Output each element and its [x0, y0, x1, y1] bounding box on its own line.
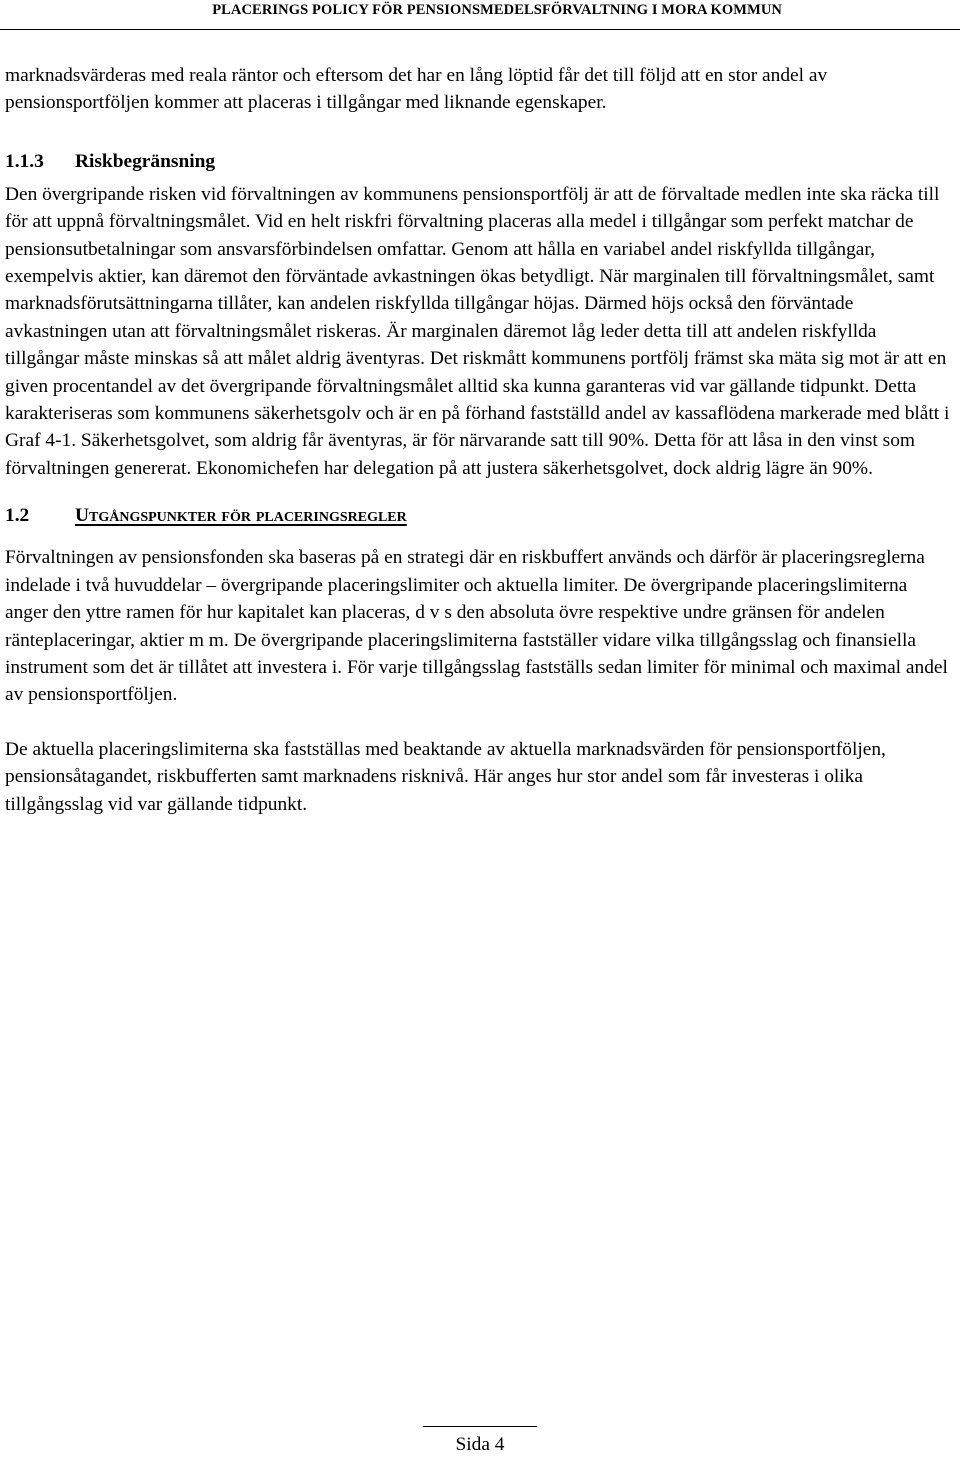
section-title: Utgångspunkter för placeringsregler — [75, 505, 407, 527]
subsection-heading-riskbegransning — [5, 149, 955, 175]
document-title: PLACERINGS POLICY FÖR PENSIONSMEDELSFÖRVALTNING I MORA KOMMUN — [212, 2, 782, 18]
riskbegransning-paragraph: Den övergripande risken vid förvaltningen av kommunens pensionsportfölj är att de förvaltade medlen inte ska räcka till för att uppnå förvaltningsmålet. Vid en helt riskfri förvaltning placeras alla medel i tillgångar som perfekt matchar de pensionsutbetalningar som ansvarsförbindelsen omfattar. Genom att hålla en variabel andel riskfyllda tillgångar, exempelvis aktier, kan däremot den förväntade avkastningen ökas betydligt. När marginalen till förvaltningsmålet, samt marknadsförutsättningarna tillåter, kan andelen riskfyllda tillgångar höjas. Därmed höjs också den förväntade avkastningen utan att förvaltningsmålet riskeras. Är marginalen däremot låg leder detta till att andelen riskfyllda tillgångar måste minskas så att målet aldrig äventyras. Det riskmått kommunens portfölj främst ska mäta sig mot är att en given procentandel av det övergripande förvaltningsmålet alltid ska kunna garanteras vid var gällande tidpunkt. Detta karakteriseras som kommunens säkerhetsgolv och är en på förhand fastställd andel av kassaflödena markerade med blått i Graf 4-1. Säkerhetsgolvet, som aldrig får äventyras, är för närvarande satt till 90%. Detta för att låsa in den vinst som förvaltningen genererat. Ekonomichefen har delegation på att justera säkerhetsgolvet, dock aldrig lägre än 90%. — [5, 183, 950, 479]
subsection-title: Riskbegränsning — [75, 150, 216, 172]
section-number: 1.2 — [5, 505, 30, 527]
page-footer — [0, 1418, 960, 1460]
utgangspunkter-paragraph-2: De aktuella placeringslimiterna ska fastställas med beaktande av aktuella marknadsvärden för pensionsportföljen, pensionsåtagandet, riskbufferten samt marknadens risknivå. Här anges hur stor andel som får investeras i olika tillgångsslag vid var gällande tidpunkt. — [5, 738, 886, 815]
document-body — [5, 62, 955, 818]
utgangspunkter-paragraph-1: Förvaltningen av pensionsfonden ska baseras på en strategi där en riskbuffert används och därför är placeringsreglerna indelade i två huvuddelar – övergripande placeringslimiter och aktuella limiter. De övergripande placeringslimiterna anger den yttre ramen för hur kapitalet kan placeras, d v s den absoluta övre respektive undre gränsen för andelen ränteplaceringar, aktier m m. De övergripande placeringslimiterna fastställer vidare vilka tillgångsslag och finansiella instrument som det är tillåtet att investera i. För varje tillgångsslag fastställs sedan limiter för minimal och maximal andel av pensionsportföljen. — [5, 547, 948, 706]
intro-paragraph: marknadsvärderas med reala räntor och eftersom det har en lång löptid får det till följd att en stor andel av pensionsportföljen kommer att placeras i tillgångar med liknande egenskaper. — [5, 65, 828, 114]
page-number: Sida 4 — [455, 1434, 505, 1455]
page-header — [0, 0, 960, 30]
section-heading-utgangspunkter — [5, 502, 955, 530]
footer-divider — [423, 1426, 537, 1427]
subsection-number: 1.1.3 — [5, 150, 44, 172]
